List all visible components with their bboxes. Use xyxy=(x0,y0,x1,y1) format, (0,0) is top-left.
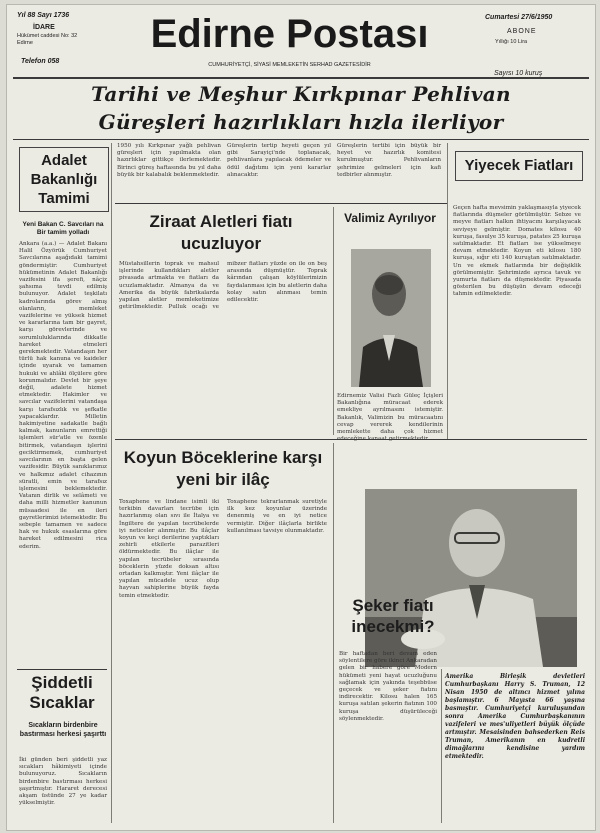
truman-portrait-icon xyxy=(365,489,577,667)
yiyecek-title-box xyxy=(455,151,583,181)
column-divider-yiyecek xyxy=(447,143,448,439)
siddetli-body: İki günden beri şiddetli yaz sıcakları hâkimiyeti içinde bulunuyoruz. Sıcakların birdenbire bastırması herkesi şaşırtmıştır. Hararet derecesi akşam üstünde 27 ye kadar yükselmiştir. xyxy=(19,757,107,807)
seker-body: Bir haftadan beri devam eden söylentilere göre ikinci Ankaradan gelen bir habere göre Modern hükümeti yeni hayat ucuzluğunu sağlamak için yakında teşebbüse geçecek ve şeker fiatını indirecektir. Kilosu halen 165 kuruşa satılan şekerin fiatının 100 kuruşa düşürüleceği söylenmektedir. xyxy=(339,651,437,722)
ziraat-title: Ziraat Aletleri fiatı ucuzluyor xyxy=(149,212,293,253)
siddetli-subhead: Sıcakların birdenbire bastırması herkesi şaşırttı xyxy=(19,722,107,738)
kirkpinar-body-2: Güreşlerin tertip heyeti geçen yıl gibi Sarayiçi'nde toplanacak, pehlivanlara yapılacak ödemeler ve ödül dağıtımı için yeni kararlar alınacaktır. xyxy=(227,143,331,178)
valimiz-title: Valimiz Ayrılıyor xyxy=(344,211,436,225)
headline-rule xyxy=(13,139,589,140)
main-headline-line2: Güreşleri hazırlıkları hızla ilerliyor xyxy=(98,110,504,134)
ziraat-body: Müstahsillerin toprak ve mahsul işlerinde kullandıkları aletler pivasada artmakta ve fiatları da ucuzlamaktadır. Almanya da ve Amerika da büyük fabrikalarda yapılan aletler memleketimize getirilmektedir. Pulluk ocağı ve mibzer fiatları yüzde on ile on beş arasında düşmüştür. Toprak kârından çalışan köylülerimizin faydalanması için bu aletlerin daha kolay satın alınması temin edilecektir. xyxy=(119,261,327,311)
truman-photo xyxy=(365,489,577,667)
yiyecek-body: Geçen hafta mevsimin yaklaşmasıyla yiyecek fiatlarında düşmeler görülmüştür. Sebze ve meyve fiatları halkın ihtiyacını karşılayacak seviyeye gelmiştir. Domates kilosu 40 kuruşa, fasulye 35 kuruşa, patates 25 kuruşa satılmaktadır. Et fiatları ise yükselmeye devam etmektedir. Koyun eti kilosu 180 kuruşa, sığır eti 140 kuruştan satılmaktadır. Un ve ekmek fiatlarında bir değişiklik görülmemiştir. Şehrimizde ayrıca tavuk ve yumurta fiatları da düşmektedir. Piyasada gösterilen bu düşüşün devam edeceği tahmin edilmektedir. xyxy=(453,205,581,298)
adalet-title-box xyxy=(19,147,109,212)
koyun-top-rule xyxy=(115,439,587,440)
main-headline-line1: Tarihi ve Meşhur Kırkpınar Pehlivan xyxy=(91,82,511,106)
newspaper-subtitle: CUMHURİYETÇİ, SİYASİ MEMLEKETİN SERHAD GAZETESİDİR xyxy=(208,62,371,68)
issue-price: Sayısı 10 kuruş xyxy=(494,70,543,77)
column-divider-1 xyxy=(111,143,112,823)
adalet-title: Adalet Bakanlığı Tamimi xyxy=(30,152,98,207)
column-divider-caption xyxy=(441,669,442,823)
koyun-body: Toxaphene ve lindane isimli iki terkibin davarları tecrübe için hazırlanmış olan sıvı ile İtalya ve İngiltere de yapılan tecrübelerde iyi neticeler alınmıştır. Bu ilâçlar koyun ve keçi derilerine yaptıkları zehirli etkilerle parazitleri öldürmektedir. Bu ilâçlar ile yapılan tecrübeler sırasında böceklerin yüzde doksan altısı ortadan kalkmıştır. Yeni ilâçlar ile yapılan mücadele ucuz olup hayvan sahiplerine büyük fayda temin etmektedir. xyxy=(119,499,219,599)
masthead-rule xyxy=(13,77,589,79)
kirkpinar-body-1: 1950 yılı Kırkpınar yağlı pehlivan güreşleri için yapılmakta olan hazırlıklar gittikçe ilerlemektedir. Birinci güreş haftasında bu yıl daha büyük bir kalabalık beklenmektedir. xyxy=(117,143,221,178)
yiyecek-title: Yiyecek Fiatları xyxy=(464,157,574,174)
koyun-title: Koyun Böceklerine karşı yeni bir ilâç xyxy=(123,448,323,489)
ziraat-top-rule xyxy=(115,203,447,204)
adalet-body: Ankara (a.a.) — Adalet Bakanı Halil Özyörük Cumhuriyet Savcılarına aşağıdaki tamimi göndermiştir: Cumhuriyet hükümetinin Adalet Bakanlığı vazifesini ifa şerefi, nâçiz şahsıma tevdi edilmiş bulunuyor. Adalet teşkilatı kadrolarında görev almış olanların, memleket vazifelerine ve yüksek hizmet ve kararlarına tam bir gayret, karşı görevlerinde ve sorumluluklarında dikkatle hareket etmeleri gerekmektedir. Vatandaşın her türlü hak kanuna ve kaideler içinde uyarak ve tamamen hukuki ve ahlâki ölçülere göre korunmalıdır. Devlet bir şeye değil, adalete hizmet etmektedir. Hakimler ve savcılar vazifelerini vatandaşa karşı tarafsızlık ve şefkatle yapacaklardır. Milletin hakimiyetine sadakatle bağlı kalmak, kanunların emrettiği işlemleri sür'atle ve özenle bitirmek, vatandaşın işlerini geciktirmemek, cumhuriyet savcılarının en başta gelen vazifesidir. Büyük sanıklarımız ve halkımız adalet cihazının süratli, emin ve tarafsız işlemesini beklemektedir. Vatanın dirlik ve selâmeti ve daha milli hizmetler kanunun müsaadesi ile en ileri gayretlerimizi istemektedir. Bu sebeple tamamen ve sadece hak ve hukuk esaslarına göre hareket edilmesini rica ederim. xyxy=(19,241,107,550)
column-divider-valimiz xyxy=(333,207,334,435)
newspaper-page xyxy=(6,4,596,831)
subscription-label: ABONE xyxy=(507,28,537,35)
newspaper-title: Edirne Postası xyxy=(150,12,429,56)
column-divider-seker xyxy=(333,443,334,823)
siddetli-rule xyxy=(17,669,107,670)
koyun-body-2: Toxaphene tekrarlanmak suretiyle ilk kez koyunlar üzerinde denenmiş ve en iyi netice vermiştir. Diğer ilâçlarla birlikte kullanılması tavsiye olunmaktadır. xyxy=(227,499,327,534)
governor-photo xyxy=(351,249,431,387)
adalet-subhead: Yeni Bakan C. Savcıları na Bir tamim yolladı xyxy=(22,221,104,236)
admin-address: Hükümet caddesi No: 32 Edirne xyxy=(17,33,78,46)
phone: Telefon 058 xyxy=(21,58,60,65)
governor-portrait-icon xyxy=(351,249,431,387)
year-issue: Yıl 88 Sayı 1736 xyxy=(17,12,70,19)
valimiz-continued-body: Güreşlerin tertibi için büyük bir heyet ve hazırlık komitesi kurulmuştur. Pehlivanların şehrimize gelmeleri için kafi tedbirler alınmıştır. xyxy=(337,143,441,178)
seker-title: Şeker fiatı inecekmi? xyxy=(351,596,435,636)
siddetli-title: Şiddetli Sıcaklar xyxy=(29,673,95,712)
subscription-note: Yıllığı 10 Lira xyxy=(495,39,528,45)
admin-label: İDARE xyxy=(33,24,55,31)
truman-caption: Amerika Birleşik devletleri Cumhurbaşkanı Harry S. Truman, 12 Nisan 1950 de altıncı hizmet yılına başlamıştır. 6 Mayısta 66 yaşına basmıştır. Cumhuriyetçi kuruluşundan sonra Amerika Cumhurbaşkanının vazifeleri ve mes'uliyetleri büyük ölçüde artmıştır. Mesaisinden bahsederken Reis Truman, Amerikanın en kudretli dimağlarını kendisine yardım etmektedir. xyxy=(445,673,585,760)
issue-date: Cumartesi 27/6/1950 xyxy=(485,14,553,21)
valimiz-body: Edirnemiz Valisi Fazlı Güleç İçişleri Bakanlığına müracaat ederek emekliye ayrılmasını istemiştir. Bakanlık, Valimizin bu müracaatını cevap vererek kendilerinin memlekette daha çok hizmet xyxy=(337,393,443,436)
